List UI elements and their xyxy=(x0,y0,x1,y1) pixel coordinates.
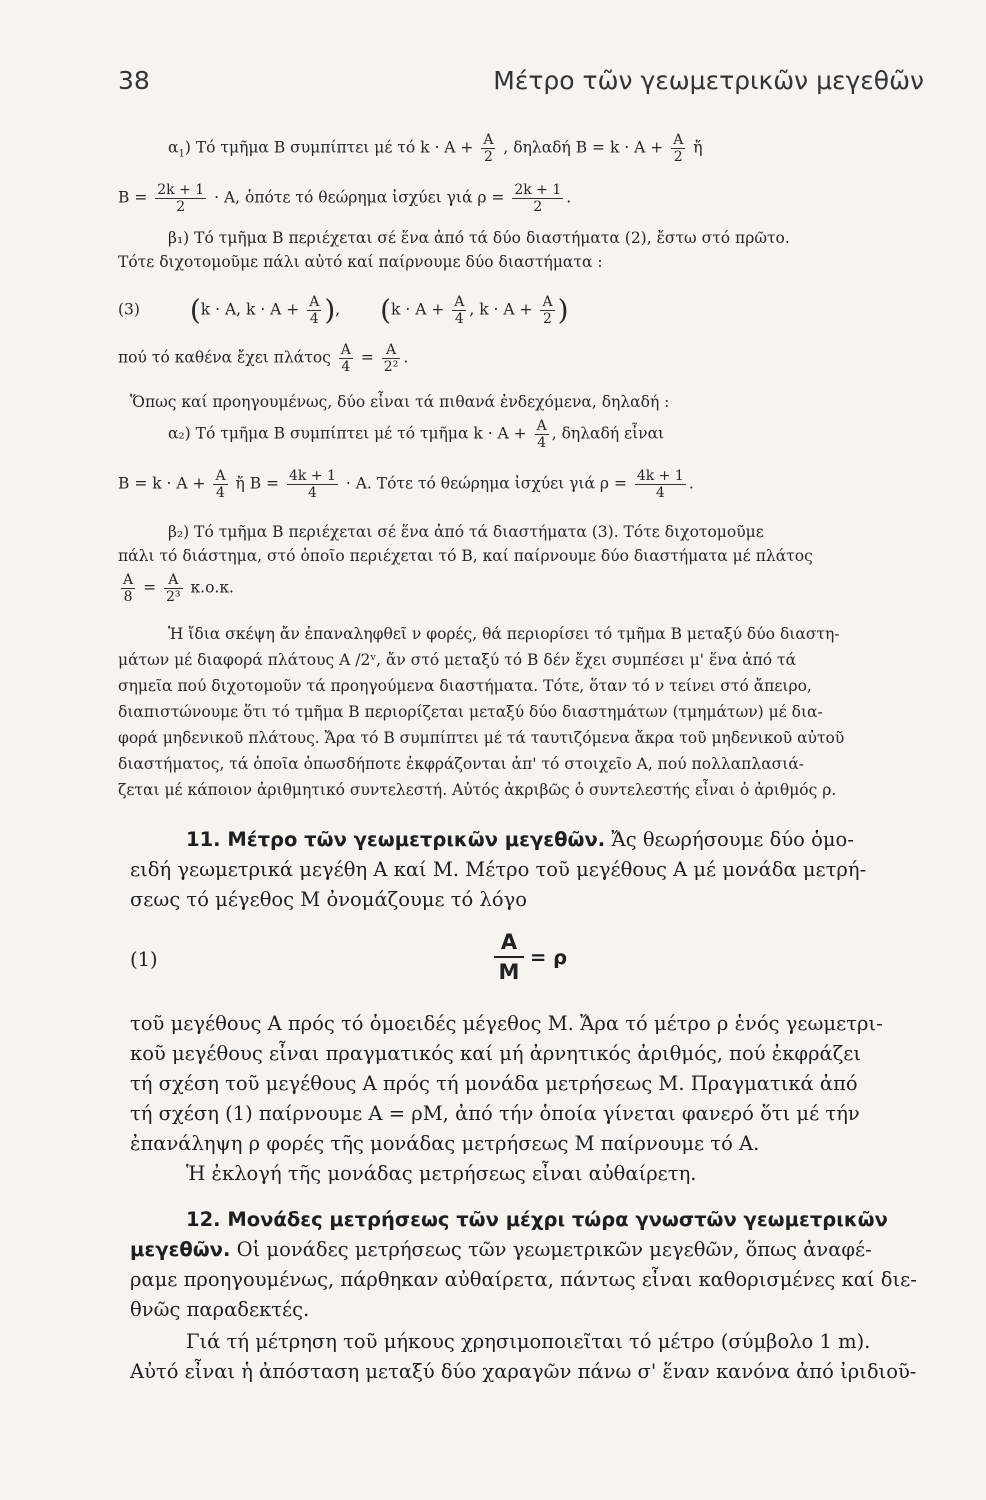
fraction: $\frac{A}{4}$ xyxy=(215,468,226,501)
fraction: $\frac{4k + 1}{4}$ xyxy=(636,468,684,501)
section-11-line-9: Ἡ ἐκλογή τῆς μονάδας μετρήσεως εἶναι αὐθαίρετη. xyxy=(186,1162,697,1185)
text-line-18: διαστήματος, τά ὁποῖα ὁπωσδήποτε ἐκφράζονται ἀπ' τό στοιχεῖο Α, πού πολλαπλασιά- xyxy=(118,755,805,773)
text-line-16: διαπιστώνουμε ὅτι τό τμῆμα Β περιορίζεται μεταξύ δύο διαστημάτων (τμημάτων) μέ δια- xyxy=(118,703,823,721)
section-11-line-6: τή σχέση τοῦ μεγέθους Α πρός τή μονάδα μετρήσεως Μ. Πραγματικά ἀπό xyxy=(130,1072,858,1095)
running-title: Μέτρο τῶν γεωμετρικῶν μεγεθῶν xyxy=(493,66,924,95)
equation-1-fraction: A M xyxy=(494,928,524,986)
text-line-10: β₂) Τό τμῆμα Β περιέχεται σέ ἕνα ἀπό τά διαστήματα (3). Τότε διχοτομοῦμε xyxy=(168,523,764,541)
fraction: $\frac{4k + 1}{4}$ xyxy=(288,468,336,501)
fraction: $\frac{A}{4}$ xyxy=(340,342,351,375)
text-line-15: σημεῖα πού διχοτομοῦν τά προηγούμενα διαστήματα. Τότε, ὅταν τό ν τείνει στό ἄπειρο, xyxy=(118,677,812,695)
text-line-7: Ὅπως καί προηγουμένως, δύο εἶναι τά πιθανά ἐνδεχόμενα, δηλαδή : xyxy=(130,393,670,411)
text-line-19: ζεται μέ κάποιον ἀριθμητικό συντελεστή. Αὐτός ἀκριβῶς ὁ συντελεστής εἶναι ὁ ἀριθμός ρ. xyxy=(118,781,837,799)
fraction: $\frac{A}{4}$ xyxy=(309,294,320,327)
fraction: $\frac{2k + 1}{2}$ xyxy=(514,182,562,215)
text-line-17: φορά μηδενικοῦ πλάτους. Ἄρα τό Β συμπίπτει μέ τά ταυτιζόμενα ἄκρα τοῦ μηδενικοῦ αὐτοῦ xyxy=(118,729,845,747)
text-line-13: Ἡ ἴδια σκέψη ἄν ἐπαναληφθεῖ ν φορές, θά περιορίσει τό τμῆμα Β μεταξύ δύο διαστη- xyxy=(168,625,840,643)
section-heading: 11. Μέτρο τῶν γεωμετρικῶν μεγεθῶν. xyxy=(186,828,606,851)
section-11-line-4: τοῦ μεγέθους Α πρός τό ὁμοειδές μέγεθος Μ. Ἄρα τό μέτρο ρ ἑνός γεωμετρι- xyxy=(130,1012,883,1035)
text-line-9: B = k · A + $\frac{A}{4}$ ἤ B = $\frac{4k + 1}{4}$ · A. Τότε τό θεώρημα ἰσχύει γιά ρ = $\frac{4k + 1}{4}$ . xyxy=(118,468,694,501)
text-line-12: $\frac{A}{8}$ = $\frac{A}{\text{2³}}$ κ.ο.κ. xyxy=(123,572,234,605)
section-12-line-1: μεγεθῶν. Οἱ μονάδες μετρήσεως τῶν γεωμετρικῶν μεγεθῶν, ὅπως ἀναφέ- xyxy=(130,1238,872,1261)
equation-3: (3) (k · A, k · A + $\frac{A}{4}$ ), (k · A + $\frac{A}{4}$ , k · A + $\frac{A}{2}$ ) xyxy=(118,293,569,327)
section-12-line-3: θνῶς παραδεκτές. xyxy=(130,1298,310,1321)
equation-label: (1) xyxy=(130,948,158,971)
section-11-line-2: ειδή γεωμετρικά μεγέθη Α καί Μ. Μέτρο τοῦ μεγέθους Α μέ μονάδα μετρή- xyxy=(130,858,867,881)
text-line-8: α₂) Τό τμῆμα Β συμπίπτει μέ τό τμῆμα k · A + $\frac{A}{4}$ , δηλαδή εἶναι xyxy=(168,418,665,451)
section-11-line-1: 11. Μέτρο τῶν γεωμετρικῶν μεγεθῶν. Ἄς θεωρήσουμε δύο ὁμο- xyxy=(186,828,854,851)
equation-label: (3) xyxy=(118,300,140,319)
fraction: $\frac{A}{2}$ xyxy=(483,132,494,165)
fraction: $\frac{A}{\text{2³}}$ xyxy=(166,572,181,605)
text-line-6: πού τό καθένα ἔχει πλάτος $\frac{A}{4}$ = $\frac{A}{\text{2²}}$ . xyxy=(118,342,409,375)
section-11-line-3: σεως τό μέγεθος Μ ὀνομάζουμε τό λόγο xyxy=(130,888,527,911)
page-number: 38 xyxy=(118,66,150,95)
fraction: $\frac{2k + 1}{2}$ xyxy=(157,182,205,215)
page-header xyxy=(118,66,924,106)
text-line-2: B = $\frac{2k + 1}{2}$ · A, ὁπότε τό θεώρημα ἰσχύει γιά ρ = $\frac{2k + 1}{2}$ . xyxy=(118,182,572,215)
section-12-line-4: Γιά τή μέτρηση τοῦ μήκους χρησιμοποιεῖται τό μέτρο (σύμβολο 1 m). xyxy=(186,1330,871,1353)
fraction: $\frac{A}{4}$ xyxy=(536,418,547,451)
text-line-11: πάλι τό διάστημα, στό ὁποῖο περιέχεται τό Β, καί παίρνουμε δύο διαστήματα μέ πλάτος xyxy=(118,547,813,565)
section-11-line-5: κοῦ μεγέθους εἶναι πραγματικός καί μή ἀρνητικός ἀριθμός, πού ἐκφράζει xyxy=(130,1042,862,1065)
fraction: $\frac{A}{2}$ xyxy=(673,132,684,165)
text-line-4: Τότε διχοτομοῦμε πάλι αὐτό καί παίρνουμε δύο διαστήματα : xyxy=(118,253,603,271)
fraction: $\frac{A}{4}$ xyxy=(454,294,465,327)
section-12-line-5: Αὐτό εἶναι ἡ ἀπόσταση μεταξύ δύο χαραγῶν πάνω σ' ἕναν κανόνα ἀπό ἰριδιοῦ- xyxy=(130,1360,917,1383)
text-line-1: $\alpha_1$) Τό τμῆμα Β συμπίπτει μέ τό k · A + $\frac{A}{2}$ , δηλαδή B = k · A + $\frac{A}{2}$ ἤ xyxy=(168,132,703,165)
fraction: $\frac{A}{\text{2²}}$ xyxy=(383,342,399,375)
section-12-line-2: ραμε προηγουμένως, πάρθηκαν αὐθαίρετα, πάντως εἶναι καθορισμένες καί διε- xyxy=(130,1268,917,1291)
fraction: $\frac{A}{8}$ xyxy=(123,572,134,605)
fraction: $\frac{A}{2}$ xyxy=(542,294,553,327)
equation-1-rhs: = ρ xyxy=(530,946,568,969)
text-line-3: β₁) Τό τμῆμα Β περιέχεται σέ ἕνα ἀπό τά δύο διαστήματα (2), ἔστω στό πρῶτο. xyxy=(168,229,790,247)
section-12-heading: 12. Μονάδες μετρήσεως τῶν μέχρι τώρα γνωστῶν γεωμετρικῶν xyxy=(186,1208,888,1231)
text-line-14: μάτων μέ διαφορά πλάτους A /2ᵛ, ἄν στό μεταξύ τό Β δέν ἔχει συμπέσει μ' ἕνα ἀπό τά xyxy=(118,651,797,669)
section-11-line-7: τή σχέση (1) παίρνουμε Α = ρΜ, ἀπό τήν ὁποία γίνεται φανερό ὅτι μέ τήν xyxy=(130,1102,860,1125)
section-11-line-8: ἐπανάληψη ρ φορές τῆς μονάδας μετρήσεως Μ παίρνουμε τό Α. xyxy=(130,1132,760,1155)
